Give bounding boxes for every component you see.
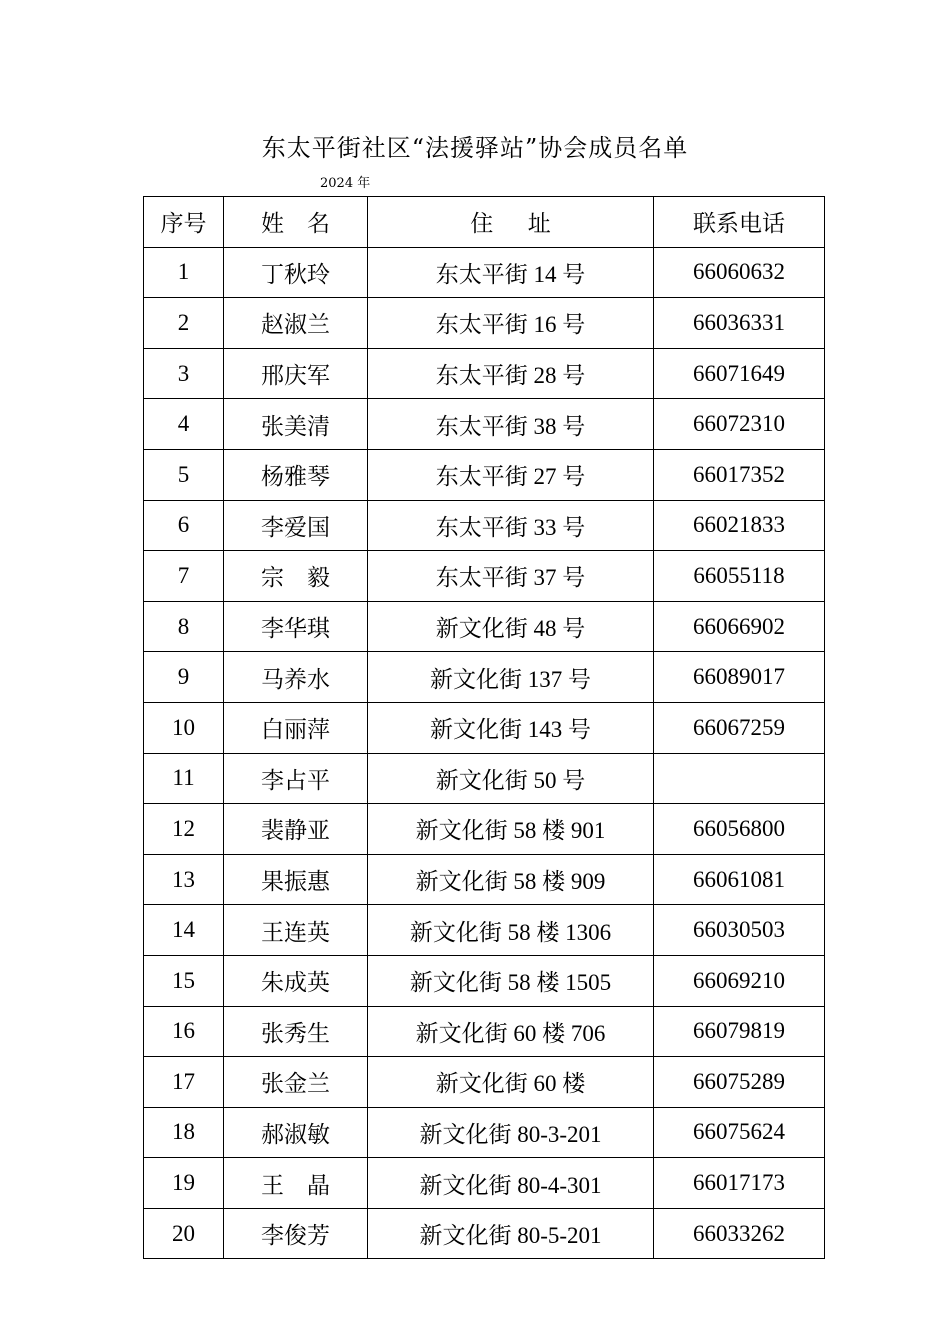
table-row: [144, 652, 825, 703]
table-row: [144, 1057, 825, 1108]
cell-name: 白丽萍: [224, 702, 368, 753]
cell-name: 张秀生: [224, 1006, 368, 1057]
cell-address: 新文化街 58 楼 1505: [368, 955, 654, 1006]
table-row: [144, 399, 825, 450]
cell-name: 王连英: [224, 905, 368, 956]
cell-index: 5: [144, 449, 224, 500]
cell-index: 15: [144, 955, 224, 1006]
document-year: 2024 年: [320, 176, 371, 191]
cell-phone: 66055118: [654, 551, 825, 602]
cell-name: 宗 毅: [224, 551, 368, 602]
cell-address: 东太平街 38 号: [368, 399, 654, 450]
cell-name: 朱成英: [224, 955, 368, 1006]
cell-name: 李俊芳: [224, 1208, 368, 1259]
cell-index: 3: [144, 348, 224, 399]
cell-index: 17: [144, 1057, 224, 1108]
cell-phone: 66079819: [654, 1006, 825, 1057]
cell-phone: 66071649: [654, 348, 825, 399]
table-row: [144, 702, 825, 753]
document-title: 东太平街社区“法援驿站”协会成员名单: [261, 134, 689, 162]
cell-address: 东太平街 28 号: [368, 348, 654, 399]
cell-name: 李华琪: [224, 601, 368, 652]
cell-address: 东太平街 37 号: [368, 551, 654, 602]
table-row: [144, 551, 825, 602]
table-row: [144, 1006, 825, 1057]
cell-phone: 66089017: [654, 652, 825, 703]
cell-index: 8: [144, 601, 224, 652]
cell-address: 新文化街 60 楼 706: [368, 1006, 654, 1057]
cell-index: 19: [144, 1158, 224, 1209]
table-row: [144, 1158, 825, 1209]
cell-phone: [654, 753, 825, 804]
cell-address: 东太平街 14 号: [368, 247, 654, 298]
member-table: [143, 196, 825, 1259]
cell-index: 20: [144, 1208, 224, 1259]
cell-name: 赵淑兰: [224, 298, 368, 349]
cell-name: 裴静亚: [224, 804, 368, 855]
cell-phone: 66036331: [654, 298, 825, 349]
table-row: [144, 955, 825, 1006]
header-address: 住 址: [368, 197, 654, 248]
table-row: [144, 804, 825, 855]
cell-address: 新文化街 80-5-201: [368, 1208, 654, 1259]
cell-name: 张美清: [224, 399, 368, 450]
cell-name: 杨雅琴: [224, 449, 368, 500]
cell-index: 2: [144, 298, 224, 349]
cell-phone: 66075624: [654, 1107, 825, 1158]
cell-name: 邢庆军: [224, 348, 368, 399]
cell-name: 王 晶: [224, 1158, 368, 1209]
cell-index: 1: [144, 247, 224, 298]
table-row: [144, 854, 825, 905]
cell-phone: 66061081: [654, 854, 825, 905]
cell-index: 18: [144, 1107, 224, 1158]
cell-phone: 66072310: [654, 399, 825, 450]
cell-address: 新文化街 80-4-301: [368, 1158, 654, 1209]
cell-phone: 66060632: [654, 247, 825, 298]
cell-name: 马养水: [224, 652, 368, 703]
cell-name: 李爱国: [224, 500, 368, 551]
cell-index: 14: [144, 905, 224, 956]
cell-address: 东太平街 27 号: [368, 449, 654, 500]
table-row: [144, 1208, 825, 1259]
cell-address: 新文化街 58 楼 909: [368, 854, 654, 905]
cell-address: 新文化街 143 号: [368, 702, 654, 753]
table-row: [144, 298, 825, 349]
table-row: [144, 1107, 825, 1158]
cell-address: 新文化街 60 楼: [368, 1057, 654, 1108]
cell-address: 新文化街 137 号: [368, 652, 654, 703]
table-row: [144, 753, 825, 804]
cell-address: 新文化街 58 楼 1306: [368, 905, 654, 956]
cell-phone: 66066902: [654, 601, 825, 652]
cell-index: 4: [144, 399, 224, 450]
cell-index: 7: [144, 551, 224, 602]
cell-index: 12: [144, 804, 224, 855]
cell-index: 13: [144, 854, 224, 905]
cell-address: 新文化街 58 楼 901: [368, 804, 654, 855]
cell-index: 16: [144, 1006, 224, 1057]
cell-phone: 66017173: [654, 1158, 825, 1209]
header-index: 序号: [144, 197, 224, 248]
cell-name: 李占平: [224, 753, 368, 804]
cell-index: 6: [144, 500, 224, 551]
cell-name: 丁秋玲: [224, 247, 368, 298]
cell-phone: 66021833: [654, 500, 825, 551]
cell-address: 东太平街 16 号: [368, 298, 654, 349]
table-row: [144, 500, 825, 551]
table-row: [144, 449, 825, 500]
cell-phone: 66030503: [654, 905, 825, 956]
cell-name: 果振惠: [224, 854, 368, 905]
cell-name: 郝淑敏: [224, 1107, 368, 1158]
header-name: 姓 名: [224, 197, 368, 248]
table-row: [144, 905, 825, 956]
cell-address: 新文化街 80-3-201: [368, 1107, 654, 1158]
table-row: [144, 348, 825, 399]
cell-address: 东太平街 33 号: [368, 500, 654, 551]
table-row: [144, 247, 825, 298]
cell-phone: 66069210: [654, 955, 825, 1006]
cell-phone: 66033262: [654, 1208, 825, 1259]
cell-address: 新文化街 48 号: [368, 601, 654, 652]
cell-index: 9: [144, 652, 224, 703]
cell-phone: 66067259: [654, 702, 825, 753]
cell-address: 新文化街 50 号: [368, 753, 654, 804]
cell-phone: 66017352: [654, 449, 825, 500]
cell-phone: 66075289: [654, 1057, 825, 1108]
table-header-row: [144, 197, 825, 248]
table-row: [144, 601, 825, 652]
table-body: [144, 247, 825, 1259]
header-phone: 联系电话: [654, 197, 825, 248]
cell-index: 10: [144, 702, 224, 753]
cell-phone: 66056800: [654, 804, 825, 855]
cell-index: 11: [144, 753, 224, 804]
cell-name: 张金兰: [224, 1057, 368, 1108]
